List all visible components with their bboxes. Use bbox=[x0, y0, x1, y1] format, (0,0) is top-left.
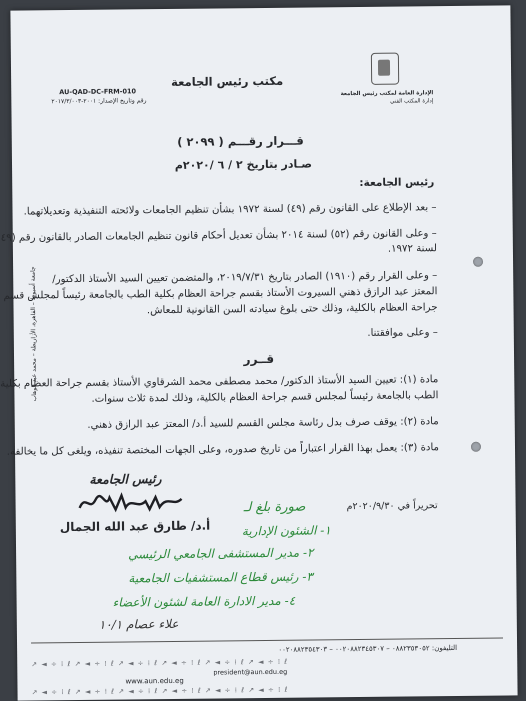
handwritten-copy-to: صورة بلغ لـ bbox=[243, 499, 306, 516]
issuer: رئيس الجامعة: bbox=[359, 176, 435, 189]
preamble-line: – بعد الإطلاع على القانون رقم (٤٩) لسنة ١٩٧٢ بشأن تنظيم الجامعات ولائحته التنفيذية وتعديلاتهما. bbox=[23, 202, 437, 218]
preamble-line: – وعلى القرار رقم (١٩١٠) الصادر بتاريخ ٢٠١٩/٧/٣١، والمتضمن تعيين السيد الأستاذ الدكتور/ bbox=[52, 270, 438, 286]
decides-heading: قــرر bbox=[243, 351, 275, 367]
decision-date: صـادر بتاريخ ٢ / ٦ /٢٠٢٠م bbox=[174, 157, 313, 172]
issue-line: رقم وتاريخ الإصدار: ٢٠٠١-٢٠١٧/٣/٠٠٣ bbox=[51, 97, 147, 106]
handwritten-recipient: ١- الشئون الإدارية bbox=[241, 523, 331, 539]
footer-phone: التليفون: ٠٨٨٢٣٥٣٠٥٢ – ٠٠٢٠٨٨٢٣٤٥٣٠٧ – ٠٠٢٠٨٨٢٣٥٤٣٠٣ bbox=[278, 643, 458, 654]
signature-mark bbox=[75, 489, 185, 516]
decision-number: قـــرار رقـــم ( ٢٠٩٩ ) bbox=[177, 133, 304, 149]
signer-name: أ.د/ طارق عبد الله الجمال bbox=[59, 518, 211, 535]
footer-divider bbox=[31, 638, 503, 644]
article-line: مادة (٢): يوقف صرف بدل رئاسة مجلس القسم للسيد أ.د/ المعتز عبد الرازق ذهني. bbox=[87, 416, 439, 431]
preamble-line: لسنة ١٩٧٢. bbox=[387, 243, 437, 255]
handwritten-recipient: ٢- مدير المستشفى الجامعي الرئيسي bbox=[128, 545, 314, 562]
handwritten-note: علاء عصام ١٠/١ bbox=[98, 616, 179, 632]
article-line: مادة (١): تعيين السيد الأستاذ الدكتور/ محمد مصطفى محمد الشرقاوي الأستاذ بقسم جراحة العظام بكلية bbox=[0, 374, 439, 390]
preamble-line: المعتز عبد الرازق ذهني السيروت الأستاذ بقسم جراحة العظام بكلية الطب بالجامعة رئيساً لمجلس قسم bbox=[3, 286, 438, 302]
preamble-line: – وعلى موافقتنا. bbox=[367, 327, 438, 339]
margin-note: جامعة أسيوط – القاهرة، الأزاريطة – محمد عبد الوهاب bbox=[29, 266, 38, 402]
written-on: تحريراً في ٢٠٢٠/٩/٣٠م bbox=[346, 500, 438, 513]
article-line: مادة (٣): يعمل بهذا القرار اعتباراً من تاريخ صدوره، وعلى الجهات المختصة تنفيذه، ويلغى كل ما يخالفه. bbox=[6, 442, 440, 458]
document-page bbox=[0, 5, 517, 700]
form-code: AU-QAD-DC-FRM-010 bbox=[59, 87, 137, 97]
signature-title: رئيس الجامعة bbox=[89, 471, 162, 487]
footer-pattern: ↗ ◄ ÷ ⁞ ℓ ↗ ◄ ÷ ⁞ ℓ ↗ ◄ ÷ ⁞ ℓ ↗ ◄ ÷ ⁞ ℓ ↗ ◄ ÷ ⁞ ℓ ↗ ◄ ÷ ⁞ ℓ bbox=[31, 685, 289, 697]
dept-line-2: إدارة المكتب الفني bbox=[390, 98, 434, 105]
dept-line-1: الإدارة العامة لمكتب رئيس الجامعة bbox=[340, 90, 434, 98]
punch-hole bbox=[473, 257, 483, 267]
preamble-line: – وعلى القانون رقم (٥٢) لسنة ٢٠١٤ بشأن تعديل أحكام قانون تنظيم الجامعات الصادر بالقانون رقم (٤٩) bbox=[0, 228, 437, 244]
university-seal-icon bbox=[371, 53, 399, 85]
preamble-line: جراحة العظام بالكلية، وذلك حتى بلوغ سيادته السن القانونية للمعاش. bbox=[146, 302, 438, 317]
handwritten-recipient: ٤- مدير الادارة العامة لشئون الأعضاء bbox=[112, 593, 296, 610]
punch-hole bbox=[471, 442, 481, 452]
footer-website: www.aun.edu.eg bbox=[125, 676, 184, 686]
footer-pattern: ↗ ◄ ÷ ⁞ ℓ ↗ ◄ ÷ ⁞ ℓ ↗ ◄ ÷ ⁞ ℓ ↗ ◄ ÷ ⁞ ℓ ↗ ◄ ÷ ⁞ ℓ ↗ ◄ ÷ ⁞ ℓ bbox=[31, 657, 289, 669]
footer-email: president@aun.edu.eg bbox=[213, 667, 288, 677]
office-title: مكتب رئيس الجامعة bbox=[171, 73, 284, 89]
article-line: الطب بالجامعة رئيساً لمجلس قسم جراحة العظام بالكلية، وذلك لمدة ثلاث سنوات. bbox=[91, 390, 439, 405]
handwritten-recipient: ٣- رئيس قطاع المستشفيات الجامعية bbox=[128, 569, 313, 586]
